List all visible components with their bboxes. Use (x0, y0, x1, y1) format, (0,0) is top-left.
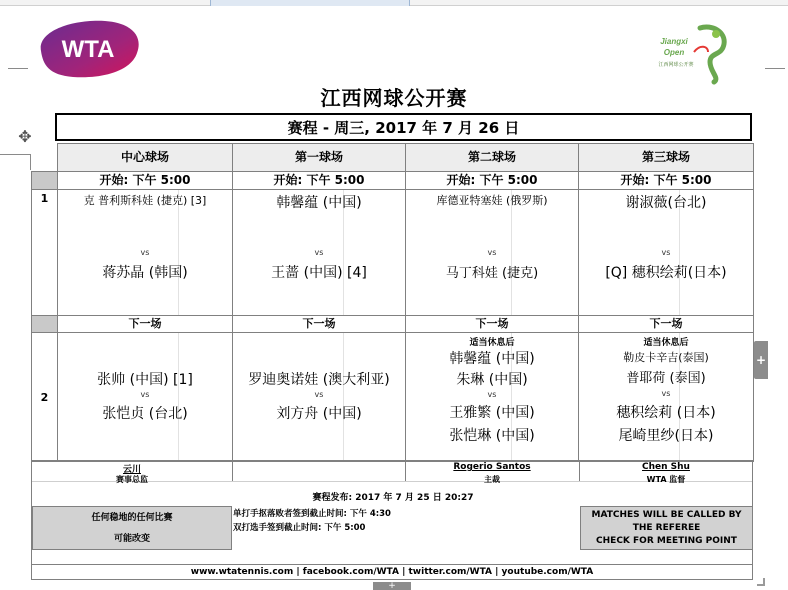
player-name: 马丁科娃 (捷克) (445, 266, 539, 281)
schedule-table (31, 143, 754, 462)
svg-text:Jiangxi: Jiangxi (660, 37, 688, 46)
release-time: 赛程发布: 2017 年 7 月 25 日 20:27 (312, 493, 474, 503)
court-header: 第一球场 (233, 144, 406, 172)
court-header: 第二球场 (406, 144, 579, 172)
player-name: 王雅繁 (中国) (449, 405, 535, 421)
start-time: 开始: 下午 5:00 (406, 172, 579, 190)
player-name: 库德亚特塞娃 (俄罗斯) (436, 194, 548, 207)
referee-note-box (580, 506, 753, 550)
crop-mark (8, 68, 28, 69)
player-name: 罗迪奥诺娃 (澳大利亚) (248, 372, 390, 388)
player-name: 张帅 (中国) [1] (97, 372, 193, 388)
referee-role: 主裁 (484, 475, 500, 484)
tournament-director-role: 赛事总监 (116, 475, 148, 484)
table-move-handle-icon[interactable]: ✥ (18, 127, 32, 146)
order-number: 2 (32, 333, 58, 462)
doubles-deadline: 双打选手签到截止时间: 下午 5:00 (233, 523, 366, 533)
referee-note-line: THE REFEREE (632, 523, 701, 533)
next-label: 下一场 (579, 316, 754, 333)
vs-label: vs (314, 248, 324, 257)
referee-note-line: MATCHES WILL BE CALLED BY (591, 510, 742, 520)
player-name: 勒皮卡辛吉(泰国) (623, 351, 709, 364)
after-rest-note: 适当休息后 (469, 338, 515, 348)
court-header: 第三球场 (579, 144, 754, 172)
vs-label: vs (314, 390, 324, 399)
start-time: 开始: 下午 5:00 (233, 172, 406, 190)
change-note-box (32, 506, 232, 550)
change-note-line: 可能改变 (113, 534, 150, 544)
vs-label: vs (661, 389, 671, 398)
top-ruler (0, 0, 788, 6)
vs-label: vs (661, 248, 671, 257)
next-label: 下一场 (233, 316, 406, 333)
svg-text:江西网球公开赛: 江西网球公开赛 (658, 62, 694, 68)
row-marker (32, 316, 58, 333)
referee-note-line: CHECK FOR MEETING POINT (596, 536, 737, 546)
player-name: 尾崎里纱(日本) (618, 428, 714, 444)
start-time: 开始: 下午 5:00 (579, 172, 754, 190)
match-cell (233, 190, 406, 316)
after-rest-note: 适当休息后 (643, 338, 689, 348)
schedule-date-heading: 赛程 - 周三, 2017 年 7 月 26 日 (55, 113, 752, 141)
match-cell (58, 333, 233, 462)
match-cell (58, 190, 233, 316)
crop-mark (0, 154, 30, 155)
match-cell (406, 190, 579, 316)
singles-deadline: 单打手抠落败者签到截止时间: 下午 4:30 (233, 509, 391, 519)
match-cell (233, 333, 406, 462)
match-cell (579, 190, 754, 316)
supervisor-role: WTA 监督 (646, 475, 686, 484)
vs-label: vs (140, 390, 150, 399)
vs-label: vs (487, 248, 497, 257)
player-name: 刘方舟 (中国) (276, 406, 362, 422)
player-name: 张恺琳 (中国) (449, 428, 535, 444)
svg-text:Open: Open (663, 48, 685, 57)
match-cell (406, 333, 579, 462)
next-label: 下一场 (58, 316, 233, 333)
start-time: 开始: 下午 5:00 (58, 172, 233, 190)
table-resize-handle[interactable] (757, 578, 765, 586)
player-name: 蒋苏晶 (韩国) (102, 265, 188, 281)
player-name: 韩馨蕴 (中国) (276, 195, 362, 211)
player-name: 韩馨蕴 (中国) (449, 351, 535, 367)
vs-label: vs (487, 390, 497, 399)
supervisor-name: Chen Shu (642, 462, 690, 472)
vs-label: vs (140, 248, 150, 257)
crop-mark (765, 68, 785, 69)
officials-section (31, 460, 753, 565)
player-name: 普耶荷 (泰国) (626, 371, 706, 386)
social-links-footer: www.wtatennis.com | facebook.com/WTA | twitter.com/WTA | youtube.com/WTA (31, 564, 753, 580)
player-name: 谢淑薇(台北) (625, 195, 707, 211)
document-title: 江西网球公开赛 (320, 86, 468, 110)
player-name: 张恺贞 (台北) (102, 406, 188, 422)
next-label: 下一场 (406, 316, 579, 333)
wta-logo (33, 17, 143, 81)
referee-name: Rogerio Santos (453, 462, 531, 472)
change-note-line: 任何稳地的任何比赛 (91, 513, 173, 523)
order-number: 1 (32, 190, 58, 316)
player-name: 朱琳 (中国) (456, 372, 528, 388)
add-row-icon[interactable]: + (373, 582, 411, 590)
player-name: 王蔷 (中国) [4] (271, 265, 367, 281)
player-name: 克 普利斯科娃 (捷克) [3] (83, 194, 207, 207)
tournament-director-name: 云川 (122, 465, 141, 475)
sign-in-deadlines (233, 507, 391, 535)
ruler-selection (210, 0, 410, 6)
court-header: 中心球场 (58, 144, 233, 172)
match-cell (579, 333, 754, 462)
wta-logo-text: WTA (61, 36, 115, 63)
player-name: [Q] 穗积绘莉(日本) (605, 265, 727, 281)
player-name: 穗积绘莉 (日本) (616, 405, 716, 421)
jiangxi-open-logo (650, 22, 732, 86)
row-marker (32, 172, 58, 190)
add-column-icon[interactable]: + (754, 341, 768, 379)
